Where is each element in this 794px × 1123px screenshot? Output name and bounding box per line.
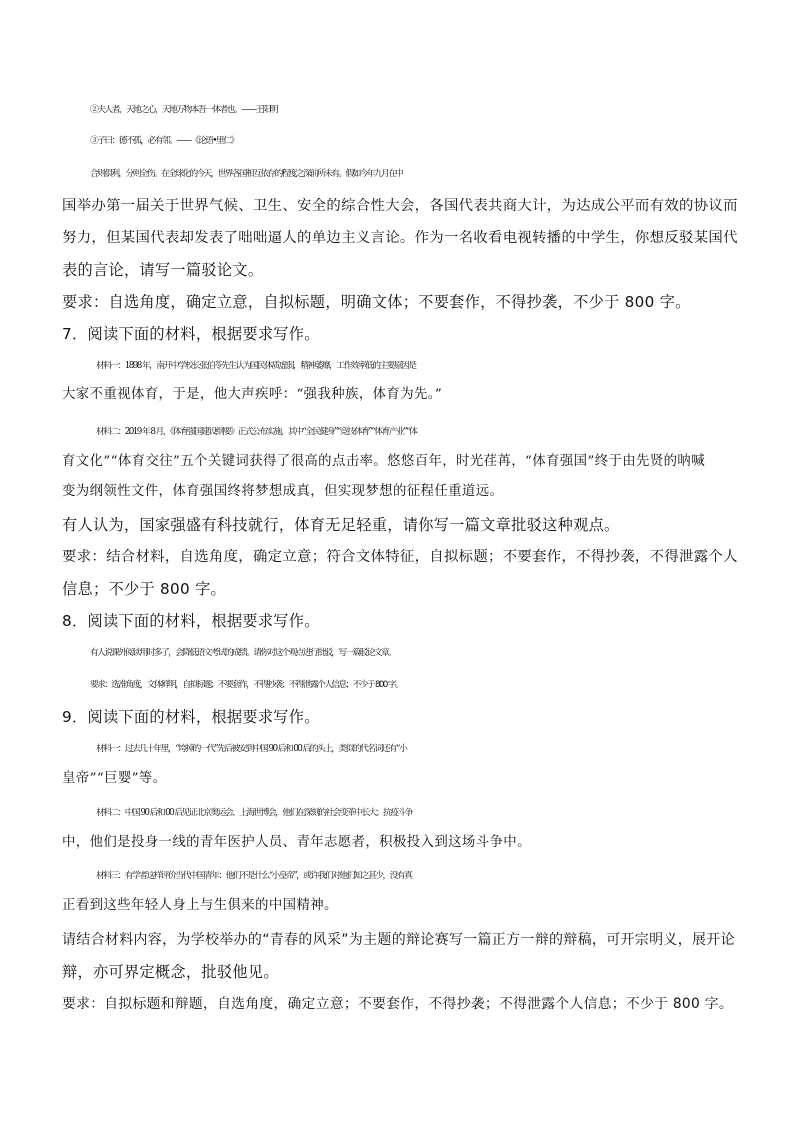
q9-material-2-line: 中，他们是投身一线的青年医护人员、青年志愿者，积极投入到这场斗争中。 [62, 835, 531, 850]
prompt-6-line: 表的言论，请写一篇驳论文。 [62, 261, 264, 279]
q9-material-3-line: 正看到这些年轻人身上与生俱来的中国精神。 [62, 898, 338, 913]
q9-task-line: 辩，亦可界定概念，批驳他见。 [62, 963, 279, 981]
prompt-6-line: 努力，但某国代表却发表了咄咄逼人的单边主义言论。作为一名收看电视转播的中学生，你想反驳某国代 [62, 230, 738, 246]
q9-material-3-line: 材料三：有学者这样评价当代中国青年：他们不是什么“小皇帝”，或许我们对他们知之甚少，没有真 [96, 871, 412, 881]
q7-material-2-line: 材料二：2019 年 8 月，《体育强国建设纲要》正式公布实施，其中“全民健身”“竞技体育”“体育产业”“体 [96, 427, 417, 437]
question-8-heading: 8．阅读下面的材料，根据要求写作。 [62, 612, 320, 630]
q7-task: 有人认为，国家强盛有科技就行，体育无足轻重，请你写一篇文章批驳这种观点。 [62, 516, 620, 534]
q7-material-1-line: 大家不重视体育，于是，他大声疾呼：“强我种族，体育为先。” [62, 387, 443, 402]
prompt-6-line: 国举办第一届关于世界气候、卫生、安全的综合性大会，各国代表共商大计，为达成公平而有效的协议而 [62, 198, 738, 214]
q9-material-2-line: 材料二：中国 90 后和 00 后见证北京奥运会、上海世博会，他们在深刻的社会变革中长大；抗疫斗争 [96, 808, 412, 818]
requirement-6: 要求：自选角度，确定立意，自拟标题，明确文体；不要套作，不得抄袭，不少于 800 字。 [62, 293, 691, 311]
prompt-6-line: 合则俱利，分则全伤。在全球化的今天，世界各国相互依存的程度之深前所未有。假如今年九月在中 [90, 169, 403, 179]
quote-line-3: ③子曰：德不孤，必有邻。——《论语•里仁》 [90, 136, 238, 146]
q9-material-1-line: 材料一：过去几十年里，“垮掉的一代”先后被安到中国 90 后和 00 后的头上，类似的代名词还有“小 [96, 744, 407, 754]
q9-material-1-line: 皇帝”“巨婴”等。 [62, 771, 167, 786]
q8-material: 有人说课外阅读用时多了，会降低语文考试的成绩。请你对这个观点进行批驳，写一篇驳论文章。 [90, 648, 396, 658]
q9-task-line: 请结合材料内容，为学校举办的“青春的风采”为主题的辩论赛写一篇正方一辩的辩稿，可开宗明义，展开论 [62, 932, 735, 948]
question-7-heading: 7．阅读下面的材料，根据要求写作。 [62, 325, 320, 343]
q8-requirement: 要求：选准角度，文体鲜明，自拟标题；不要套作，不得抄袭；不得泄露个人信息；不少于 800 字。 [90, 680, 402, 690]
quote-line-2: ②夫人者，天地之心，天地万物本吾一体者也。——王阳明 [90, 105, 278, 115]
q7-material-2-line: 育文化”“体育交往”五个关键词获得了很高的点击率。悠悠百年，时光荏苒，“体育强国”终于由先贤的呐喊 [62, 454, 706, 469]
q7-material-2-line: 变为纲领性文件，体育强国终将梦想成真，但实现梦想的征程任重道远。 [62, 484, 504, 499]
question-9-heading: 9．阅读下面的材料，根据要求写作。 [62, 708, 320, 726]
q7-requirement-line: 信息；不少于 800 字。 [62, 580, 227, 598]
q7-material-1-line: 材料一：1898 年，南开中学校长张伯苓先生认为国民体质虚弱，精神萎靡，工作效率低的主要原因是 [96, 361, 416, 371]
q7-requirement-line: 要求：结合材料，自选角度，确定立意；符合文体特征，自拟标题；不要套作，不得抄袭，不得泄露个人 [62, 549, 738, 565]
q9-requirement: 要求：自拟标题和辩题，自选角度，确定立意；不要套作，不得抄袭；不得泄露个人信息；不少于 800 字。 [62, 996, 733, 1012]
